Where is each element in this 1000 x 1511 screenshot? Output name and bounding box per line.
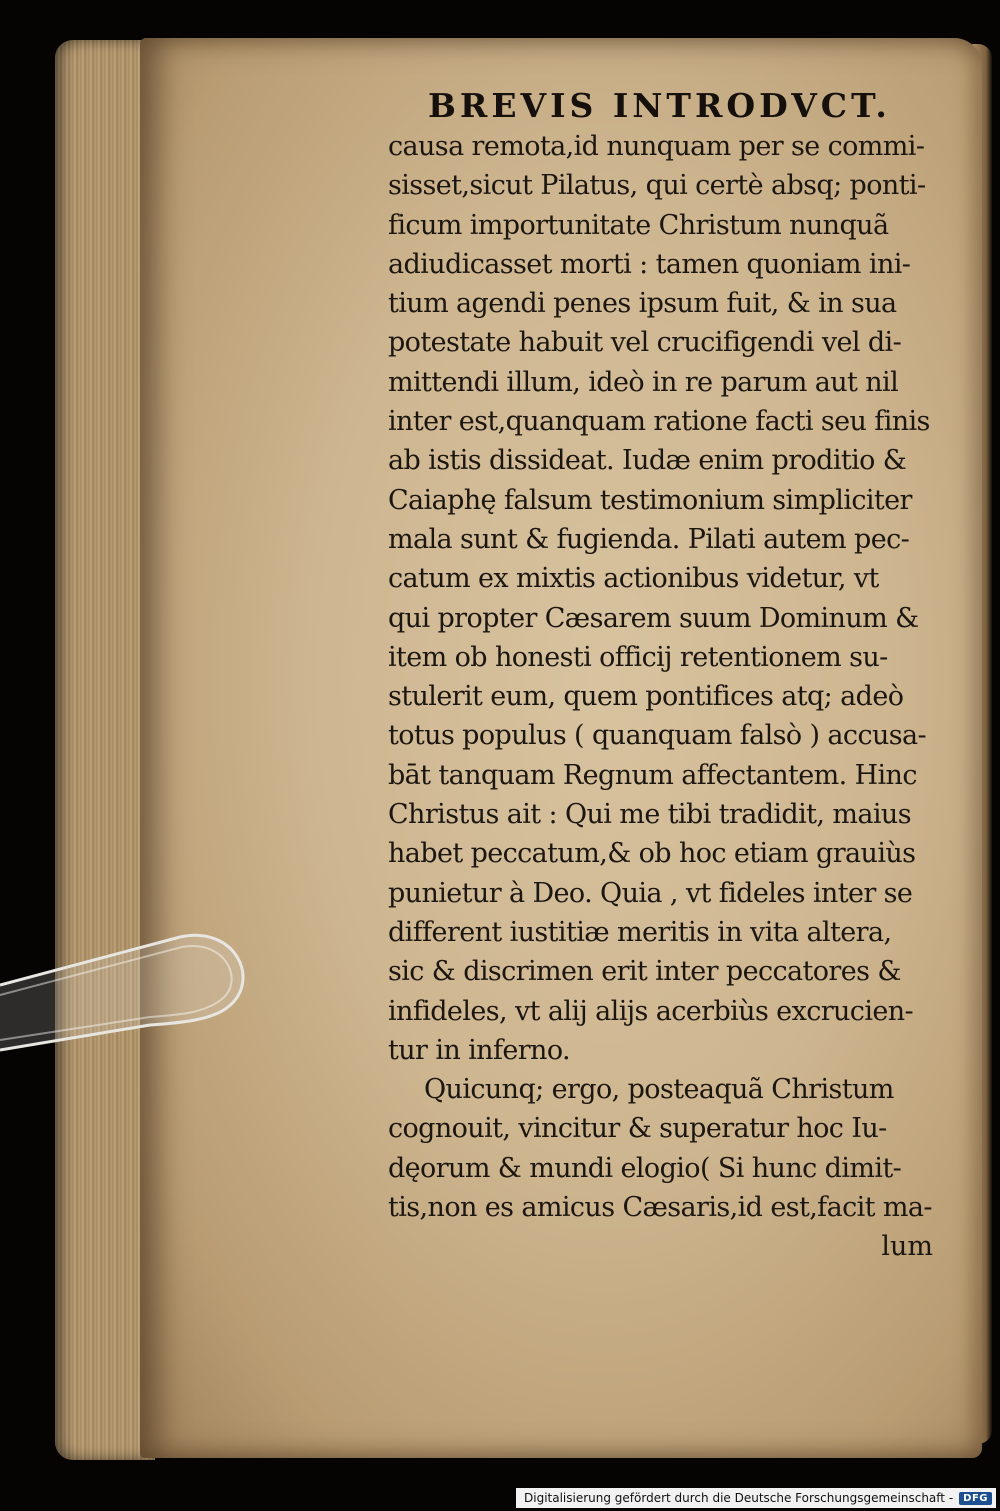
text-line: infideles, vt alij alijs acerbiùs excrucien- [388, 995, 914, 1027]
text-line: totus populus ( quanquam falsò ) accusa- [388, 720, 927, 752]
catchword: lum [881, 1231, 933, 1263]
text-line: habet peccatum,& ob hoc etiam grauiùs [388, 838, 916, 870]
footer-bar [516, 1488, 996, 1508]
plastic-clip [0, 925, 255, 1055]
text-line: punietur à Deo. Quia , vt fideles inter se [388, 877, 913, 909]
text-line: Quicunq; ergo, posteaquã Christum [424, 1074, 894, 1106]
text-line: different iustitiæ meritis in vita altera, [388, 916, 892, 948]
page-text-block [360, 86, 960, 1266]
text-line: item ob honesti officij retentionem su- [388, 641, 888, 673]
text-line: cognouit, vincitur & superatur hoc Iu- [388, 1113, 887, 1145]
text-line: potestate habuit vel crucifigendi vel di- [388, 327, 902, 359]
text-line: tis,non es amicus Cæsaris,id est,facit ma- [388, 1192, 932, 1224]
dfg-logo-icon: DFG [959, 1492, 992, 1505]
text-line: ficum importunitate Christum nunquã [388, 209, 889, 241]
text-line: sic & discrimen erit inter peccatores & [388, 956, 901, 988]
text-line: catum ex mixtis actionibus videtur, vt [388, 563, 879, 595]
running-head: BREVIS INTRODVCT. [428, 86, 891, 125]
text-line: Caiaphę falsum testimonium simpliciter [388, 484, 912, 516]
text-line: inter est,quanquam ratione facti seu finis [388, 406, 930, 438]
text-line: sisset,sicut Pilatus, qui certè absq; ponti- [388, 170, 926, 202]
text-line: mala sunt & fugienda. Pilati autem pec- [388, 523, 910, 555]
text-line: adiudicasset morti : tamen quoniam ini- [388, 248, 911, 280]
text-line: qui propter Cæsarem suum Dominum & [388, 602, 919, 634]
text-line: stulerit eum, quem pontifices atq; adeò [388, 681, 904, 713]
text-line: tium agendi penes ipsum fuit, & in sua [388, 288, 897, 320]
text-line: dęorum & mundi elogio( Si hunc dimit- [388, 1152, 902, 1184]
text-line: tur in inferno. [388, 1034, 570, 1066]
text-line: bāt tanquam Regnum affectantem. Hinc [388, 759, 917, 791]
text-line: ab istis dissideat. Iudæ enim proditio & [388, 445, 907, 477]
text-line: mittendi illum, ideò in re parum aut nil [388, 366, 899, 398]
text-line: causa remota,id nunquam per se commi- [388, 131, 925, 162]
footer-credit: Digitalisierung gefördert durch die Deutsche Forschungsgemeinschaft - [524, 1491, 954, 1505]
text-line: Christus ait : Qui me tibi tradidit, maius [388, 799, 911, 831]
